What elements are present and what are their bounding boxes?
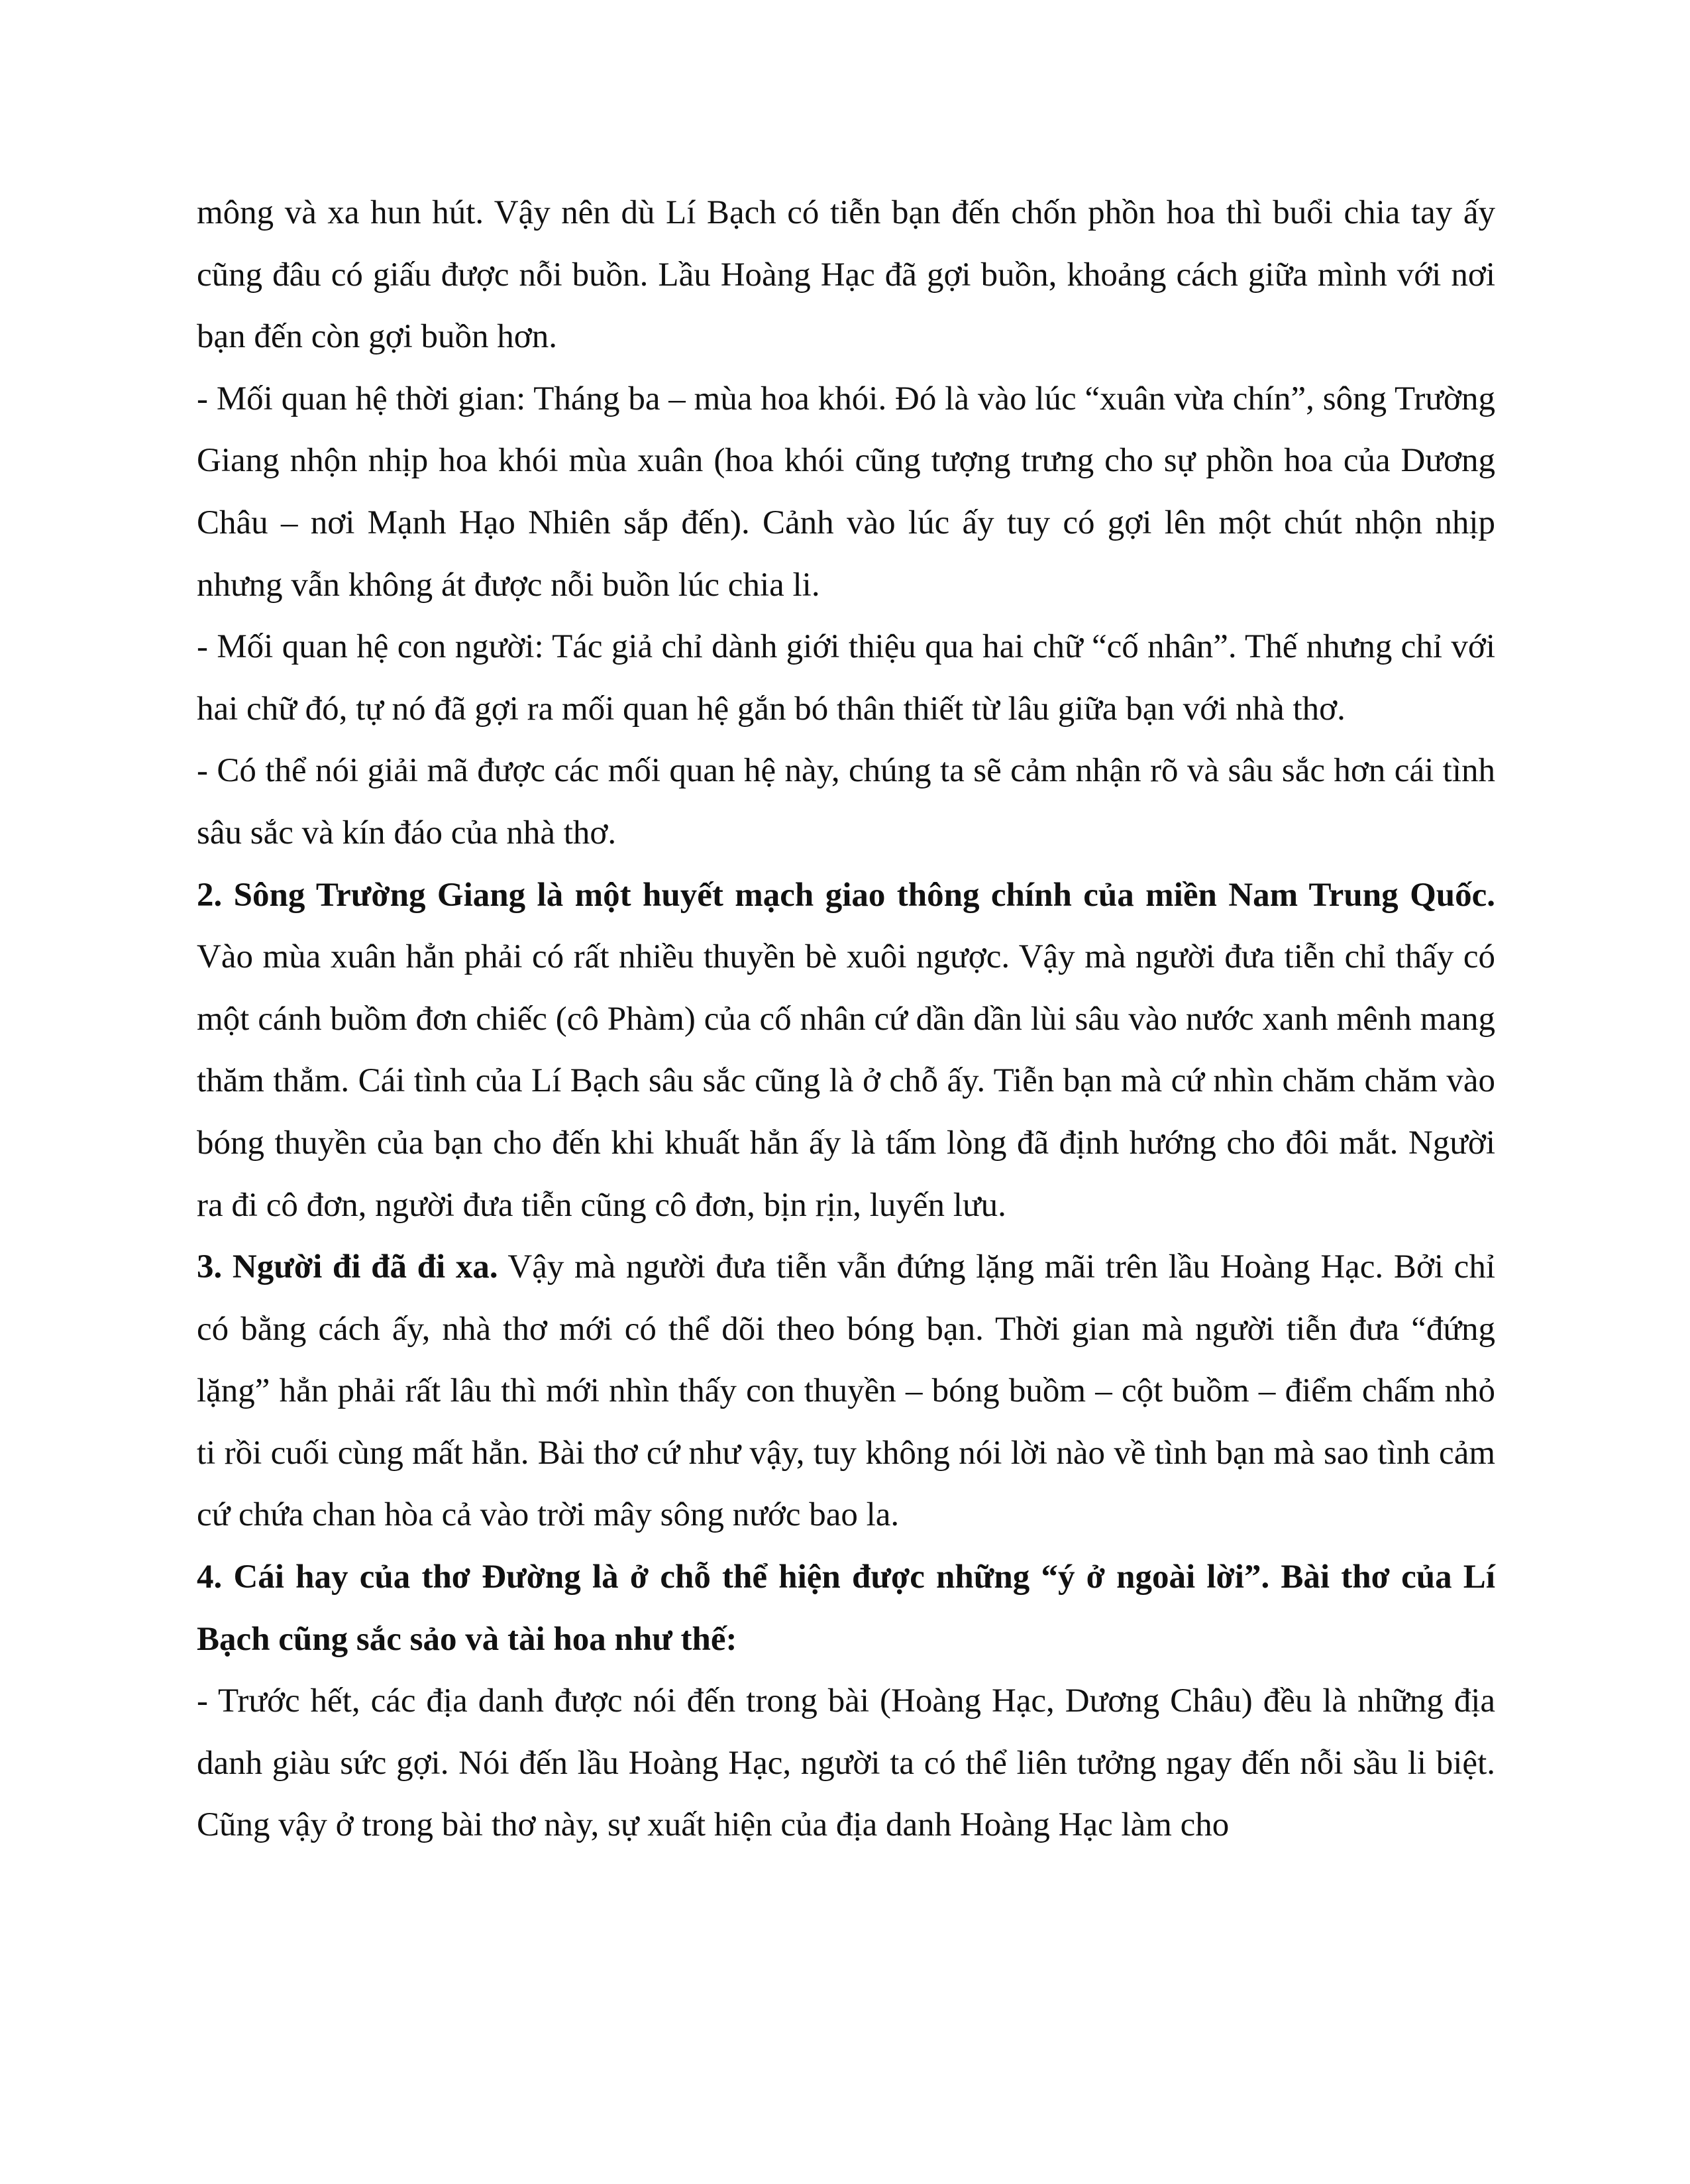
paragraph-time-relation (197, 368, 1495, 616)
section-heading: 3. Người đi đã đi xa. (197, 1248, 498, 1286)
paragraph-text: - Mối quan hệ con người: Tác giả chỉ dành giới thiệu qua hai chữ “cố nhân”. Thế nhưng chỉ với hai chữ đó, tự nó đã gợi ra mối quan hệ gắn bó thân thiết từ lâu giữa bạn với nhà thơ. (197, 628, 1495, 728)
paragraph-distance-relation (197, 182, 1495, 368)
section-4-tho-duong (197, 1547, 1495, 1670)
section-heading: 4. Cái hay của thơ Đường là ở chỗ thể hiện được những “ý ở ngoài lời”. Bài thơ của Lí Bạch cũng sắc sảo và tài hoa như thế: (197, 1558, 1495, 1658)
paragraph-text: - Có thể nói giải mã được các mối quan hệ này, chúng ta sẽ cảm nhận rõ và sâu sắc hơn cái tình sâu sắc và kín đáo của nhà thơ. (197, 752, 1495, 851)
paragraph-text: mông và xa hun hút. Vậy nên dù Lí Bạch có tiễn bạn đến chốn phồn hoa thì buổi chia tay ấy cũng đâu có giấu được nỗi buồn. Lầu Hoàng Hạc đã gợi buồn, khoảng cách giữa mình với nơi bạn đến còn gợi buồn hơn. (197, 194, 1495, 356)
paragraph-text: Vào mùa xuân hẳn phải có rất nhiều thuyền bè xuôi ngược. Vậy mà người đưa tiễn chỉ thấy có một cánh buồm đơn chiếc (cô Phàm) của cố nhân cứ dần dần lùi sâu vào nước xanh mênh mang thăm thẳm. Cái tình của Lí Bạch sâu sắc cũng là ở chỗ ấy. Tiễn bạn mà cứ nhìn chăm chăm vào bóng thuyền của bạn cho đến khi khuất hẳn ấy là tấm lòng đã định hướng cho đôi mắt. Người ra đi cô đơn, người đưa tiễn cũng cô đơn, bịn rịn, luyến lưu. (197, 938, 1495, 1224)
paragraph-text: - Mối quan hệ thời gian: Tháng ba – mùa hoa khói. Đó là vào lúc “xuân vừa chín”, sông Trường Giang nhộn nhịp hoa khói mùa xuân (hoa khói cũng tượng trưng cho sự phồn hoa của Dương Châu – nơi Mạnh Hạo Nhiên sắp đến). Cảnh vào lúc ấy tuy có gợi lên một chút nhộn nhịp nhưng vẫn không át được nỗi buồn lúc chia li. (197, 380, 1495, 604)
paragraph-place-names (197, 1670, 1495, 1857)
section-3-nguoi-di (197, 1236, 1495, 1547)
paragraph-text: Vậy mà người đưa tiễn vẫn đứng lặng mãi trên lầu Hoàng Hạc. Bởi chỉ có bằng cách ấy, nhà thơ mới có thể dõi theo bóng bạn. Thời gian mà người tiễn đưa “đứng lặng” hẳn phải rất lâu thì mới nhìn thấy con thuyền – bóng buồm – cột buồm – điểm chấm nhỏ ti rồi cuối cùng mất hẳn. Bài thơ cứ như vậy, tuy không nói lời nào về tình bạn mà sao tình cảm cứ chứa chan hòa cả vào trời mây sông nước bao la. (197, 1248, 1495, 1534)
section-2-truong-giang (197, 865, 1495, 1237)
section-heading: 2. Sông Trường Giang là một huyết mạch giao thông chính của miền Nam Trung Quốc. (197, 876, 1495, 914)
document-page (197, 182, 1495, 1857)
paragraph-human-relation (197, 616, 1495, 740)
paragraph-text: - Trước hết, các địa danh được nói đến trong bài (Hoàng Hạc, Dương Châu) đều là những địa danh giàu sức gợi. Nói đến lầu Hoàng Hạc, người ta có thể liên tưởng ngay đến nỗi sầu li biệt. Cũng vậy ở trong bài thơ này, sự xuất hiện của địa danh Hoàng Hạc làm cho (197, 1682, 1495, 1844)
paragraph-decoding-conclusion (197, 740, 1495, 864)
